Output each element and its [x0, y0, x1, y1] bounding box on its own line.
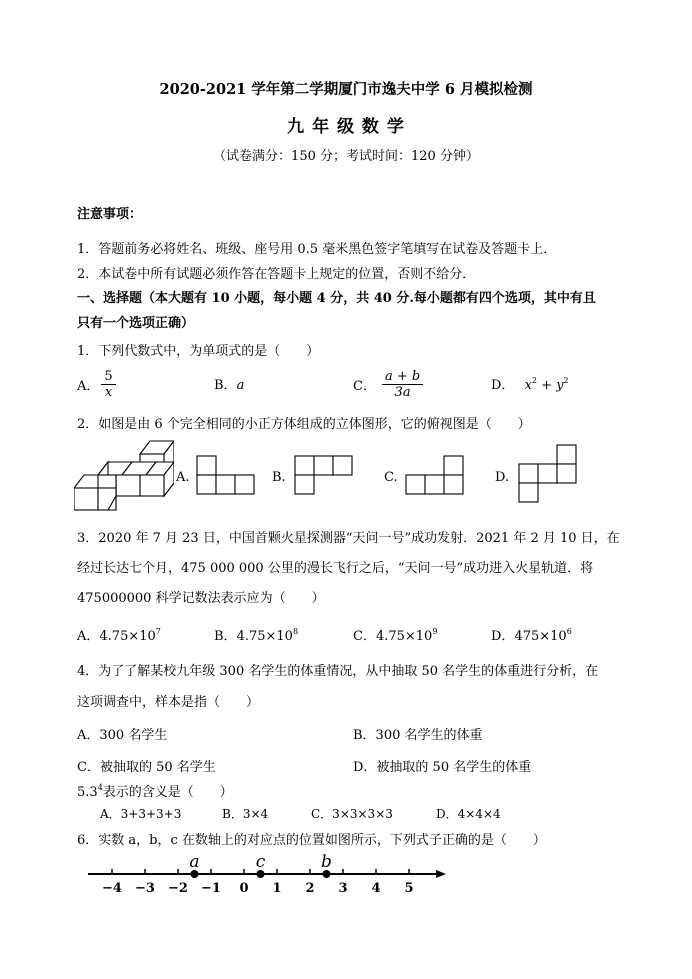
- q1-d-y-exp: 2: [563, 376, 569, 385]
- q3-a-label: A．: [77, 629, 100, 644]
- number-line-tick-label: −1: [201, 881, 221, 896]
- q1-b-expr: a: [236, 378, 245, 393]
- q5-stem-exp: 4: [97, 783, 103, 792]
- number-line-tick-label: −3: [135, 881, 155, 896]
- q3-c-exp: 9: [432, 627, 438, 636]
- q3-d-label: D．: [491, 629, 515, 644]
- q5-option-a: A．3+3+3+3: [100, 807, 182, 821]
- q1-a-denominator: x: [104, 384, 113, 400]
- section1-line2: 只有一个选项正确）: [77, 316, 195, 331]
- q4-option-b: B．300 名学生的体重: [353, 728, 483, 743]
- q1-option-a: [77, 364, 116, 404]
- number-line-tick-label: 2: [305, 881, 315, 896]
- q1-d-plus: +: [537, 378, 557, 393]
- q2-option-c-view: [405, 455, 465, 495]
- number-line-point-label-c: c: [255, 852, 266, 872]
- q4-option-a: A．300 名学生: [77, 728, 168, 743]
- q3-option-d: [491, 625, 572, 644]
- q1-d-label: D．: [491, 378, 515, 393]
- number-line-tick-label: 1: [272, 881, 282, 896]
- q1-d-y: y: [556, 378, 564, 393]
- q3-line2: 经过长达七个月，475 000 000 公里的漫长飞行之后，“天问一号”成功进入火星轨道．将: [77, 561, 594, 576]
- q3-b-exp: 8: [292, 627, 299, 636]
- q2-solid-figure: [74, 436, 174, 512]
- q6-number-line: [80, 846, 452, 898]
- number-line-tick-label: 5: [404, 881, 414, 896]
- q6-stem: 6．实数 a，b，c 在数轴上的对应点的位置如图所示，下列式子正确的是（ ）: [77, 833, 546, 848]
- q3-line3: 475000000 科学记数法表示应为（ ）: [77, 591, 325, 606]
- q1-c-numerator: a + b: [382, 369, 423, 385]
- q3-option-a: [77, 625, 161, 644]
- number-line-point-label-a: a: [189, 852, 200, 872]
- q1-option-c: [353, 364, 423, 404]
- q1-c-fraction: [382, 369, 423, 400]
- number-line-point-label-b: b: [321, 852, 332, 872]
- q4-line2: 这项调查中，样本是指（ ）: [77, 695, 260, 710]
- q2-option-d-view: [517, 444, 579, 504]
- q1-d-x: x: [524, 378, 532, 393]
- q5-option-c: C．3×3×3×3: [311, 807, 393, 821]
- q2-label-b: B.: [272, 470, 286, 485]
- q1-option-b: [214, 374, 244, 393]
- q3-a-exp: 7: [155, 627, 161, 636]
- q3-option-c: [353, 625, 437, 644]
- q2-option-a-view: [196, 455, 256, 495]
- q3-option-b: [214, 625, 298, 644]
- number-line-tick-label: 4: [371, 881, 381, 896]
- number-line-tick-label: −4: [102, 881, 122, 896]
- number-line-tick-label: 3: [338, 881, 348, 896]
- q1-c-label: C．: [353, 378, 376, 394]
- number-line-arrow: [436, 870, 446, 878]
- q2-stem: 2．如图是由 6 个完全相同的小正方体组成的立体图形，它的俯视图是（ ）: [77, 417, 531, 432]
- q4-option-c: C．被抽取的 50 名学生: [77, 760, 216, 775]
- q3-b-label: B．: [214, 629, 237, 644]
- section1-line1: 一、选择题（本大题有 10 小题，每小题 4 分，共 40 分.每小题都有四个选项，其中有且: [77, 291, 596, 306]
- number-line-tick-label: 0: [239, 881, 249, 896]
- q3-d-base: 475×10: [514, 629, 567, 644]
- q3-b-base: 4.75×10: [236, 629, 293, 644]
- q1-c-denominator: 3a: [394, 384, 411, 400]
- q5-option-b: B．3×4: [222, 807, 269, 821]
- q5-option-d: D．4×4×4: [436, 807, 501, 821]
- q1-stem: 1．下列代数式中，为单项式的是（ ）: [77, 344, 320, 359]
- exam-info: （试卷满分：150 分；考试时间：120 分钟）: [213, 149, 479, 164]
- q5-stem-suffix: 表示的含义是（ ）: [102, 785, 233, 800]
- q2-option-b-view: [294, 455, 354, 495]
- q1-a-numerator: 5: [101, 369, 115, 385]
- q3-c-label: C．: [353, 629, 376, 644]
- notes-heading: 注意事项：: [77, 207, 143, 222]
- q1-a-fraction: [101, 369, 115, 400]
- note-1: 1．答题前务必将姓名、班级、座号用 0.5 毫米黑色签字笔填写在试卷及答题卡上．: [77, 242, 557, 257]
- q3-c-base: 4.75×10: [375, 629, 433, 644]
- q4-line1: 4．为了了解某校九年级 300 名学生的体重情况，从中抽取 50 名学生的体重进行分析，在: [77, 664, 599, 679]
- number-line-tick-label: −2: [168, 881, 188, 896]
- subject-title: 九 年 级 数 学: [287, 117, 405, 137]
- q4-option-d: D．被抽取的 50 名学生的体重: [353, 760, 532, 775]
- q1-a-label: A．: [77, 378, 100, 394]
- q5-stem-prefix: 5.3: [77, 785, 98, 800]
- q2-label-c: C.: [384, 470, 398, 485]
- q2-label-a: A.: [176, 470, 190, 485]
- q3-a-base: 4.75×10: [99, 629, 156, 644]
- q1-d-x-exp: 2: [531, 376, 538, 385]
- q1-option-d: [491, 374, 569, 393]
- q2-label-d: D.: [495, 470, 510, 485]
- q3-d-exp: 6: [566, 627, 572, 636]
- exam-title: 2020-2021 学年第二学期厦门市逸夫中学 6 月模拟检测: [159, 81, 533, 98]
- q1-b-label: B．: [214, 378, 237, 393]
- q3-line1: 3．2020 年 7 月 23 日，中国首颗火星探测器“天问一号”成功发射．2021 年 2 月 10 日，在: [77, 531, 620, 546]
- note-2: 2．本试卷中所有试题必须作答在答题卡上规定的位置，否则不给分．: [77, 267, 476, 282]
- q5-stem: [77, 781, 233, 800]
